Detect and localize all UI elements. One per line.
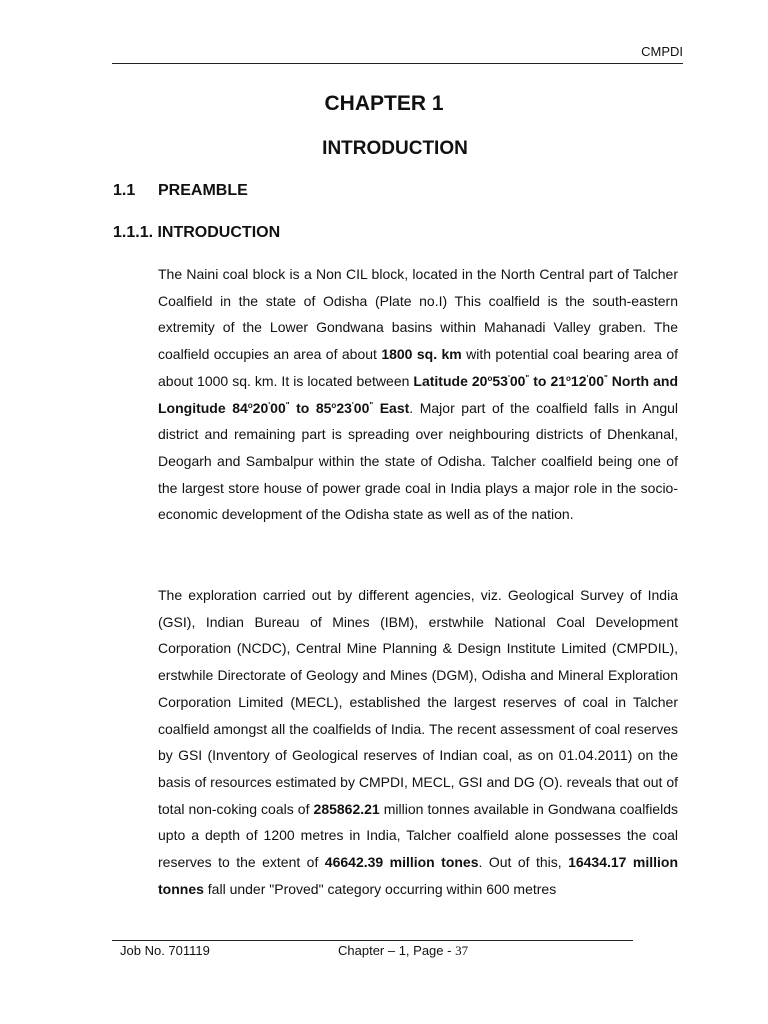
section-heading xyxy=(113,182,248,200)
running-header: CMPDI xyxy=(641,44,683,59)
paragraph-2: The exploration carried out by different agencies, viz. Geological Survey of India (GSI), Indian Bureau of Mines (IBM), erstwhile National Coal Development Corporation (NCDC), Central Mine Planning & Design Institute Limited (CMPDIL), erstwhile Directorate of Geology and Mines (DGM), Odisha and Mineral Exploration Corporation Limited (MECL), established the largest reserves of coal in Talcher coalfield amongst all the coalfields of India. The recent assessment of coal reserves by GSI (Inventory of Geological reserves of Indian coal, as on 01.04.2011) on the basis of resources estimated by CMPDI, MECL, GSI and DG (O). reveals that out of total non-coking coals of 285862.21 million tonnes available in Gondwana coalfields upto a depth of 1200 metres in India, Talcher coalfield alone possesses the coal reserves to the extent of 46642.39 million tones. Out of this, 16434.17 million tonnes fall under "Proved" category occurring within 600 metres xyxy=(158,587,678,897)
page-number: 37 xyxy=(455,943,469,958)
section-number: 1.1 xyxy=(113,182,136,199)
chapter-subtitle: INTRODUCTION xyxy=(322,138,468,159)
subsection-heading: 1.1.1. INTRODUCTION xyxy=(113,224,281,241)
section-title: PREAMBLE xyxy=(158,182,248,199)
paragraph-1: The Naini coal block is a Non CIL block, located in the North Central part of Talcher Coalfield in the state of Odisha (Plate no.I) This coalfield is the south-eastern extremity of the Lower Gondwana basins within Mahanadi Valley graben. The coalfield occupies an area of about 1800 sq. km with potential coal bearing area of about 1000 sq. km. It is located between Latitude 20$^o$53'00" to 21$^o$12'00" North and Longitude 84$^o$20'00" to 85$^o$23'00" East. Major part of the coalfield falls in Angul district and remaining part is spreading over neighbouring districts of Dhenkanal, Deogarh and Sambalpur within the state of Odisha. Talcher coalfield being one of the largest store house of power grade coal in India plays a major role in the socio-economic development of the Odisha state as well as of the nation. xyxy=(158,266,679,523)
proved-reserves-value: 16434.17 million tonnes xyxy=(158,854,678,897)
footer-job-number: Job No. 701119 xyxy=(120,943,210,958)
chapter-title: CHAPTER 1 xyxy=(324,92,444,115)
coordinates: Latitude 20$^o$53'00" to 21$^o$12'00" North and Longitude 84$^o$20'00" to 85$^o$23'00" East xyxy=(158,372,679,416)
total-reserves-value: 285862.21 xyxy=(313,800,380,817)
footer-page-label: Chapter – 1, Page - 37 xyxy=(338,943,469,958)
header-divider xyxy=(112,63,683,64)
talcher-reserves-value: 46642.39 million tones xyxy=(324,854,479,871)
footer-divider xyxy=(112,940,633,941)
area-value: 1800 sq. km xyxy=(381,346,462,363)
